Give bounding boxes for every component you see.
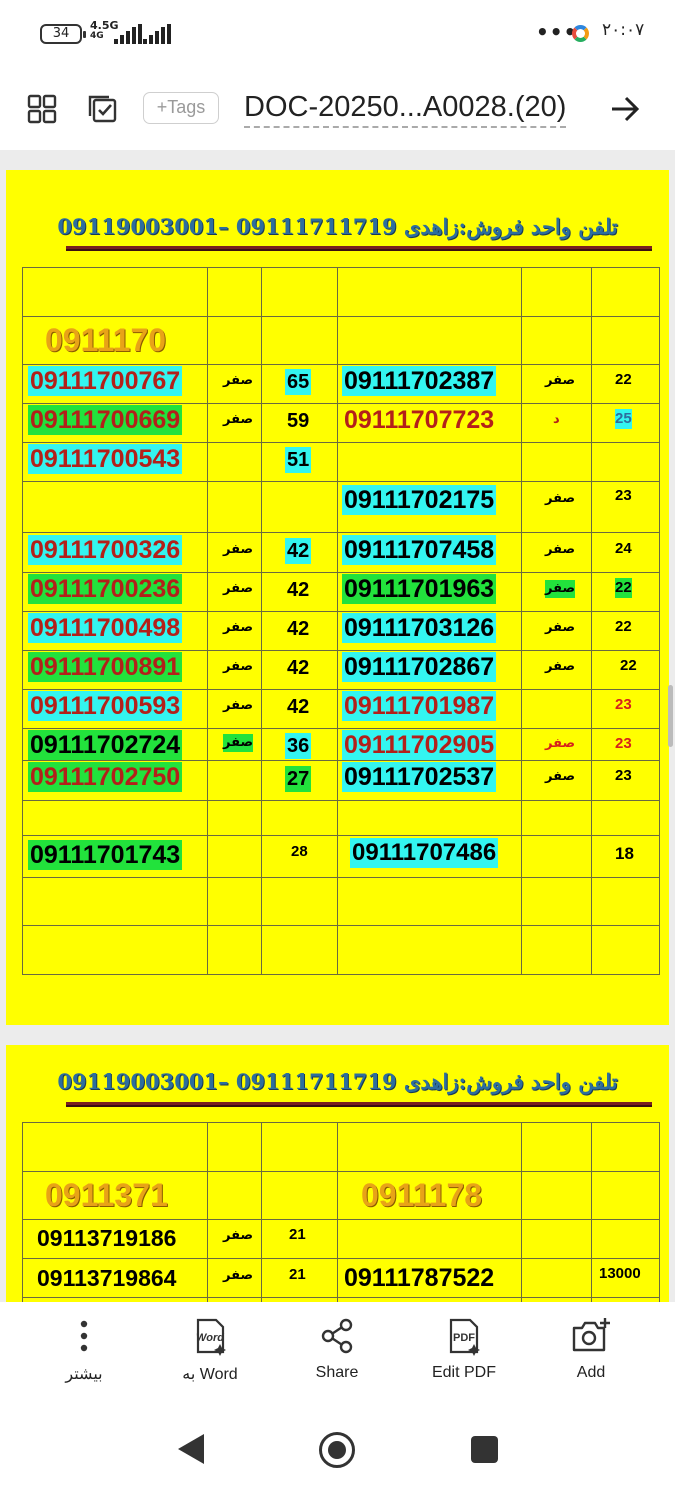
- zero-marker: صفر: [545, 736, 576, 751]
- app-notification-icon: [572, 25, 589, 42]
- phone-number: 09111700767: [30, 367, 181, 395]
- number-table: [22, 1122, 660, 1302]
- network-type: 4.5G 4G: [90, 19, 119, 41]
- share-icon: [317, 1316, 357, 1356]
- phone-number: 09111702387: [344, 367, 495, 395]
- zero-marker: صفر: [223, 735, 254, 750]
- phone-number: 09111702537: [344, 763, 495, 791]
- phone-number: 09111707458: [344, 536, 495, 564]
- phone-number: 09111787522: [344, 1264, 495, 1292]
- title-divider: [66, 246, 652, 251]
- note-marker: د: [553, 412, 560, 427]
- svg-text:Word: Word: [196, 1332, 224, 1344]
- zero-marker: صفر: [545, 581, 576, 596]
- phone-number: 09111702905: [344, 731, 495, 759]
- nav-back-icon[interactable]: [178, 1434, 204, 1464]
- pdf-icon: [444, 1316, 484, 1356]
- phone-number: 09111700669: [30, 406, 181, 434]
- zero-marker: صفر: [223, 659, 254, 674]
- arrow-right-icon[interactable]: [608, 92, 642, 126]
- word-icon: [190, 1316, 230, 1356]
- nav-recents-icon[interactable]: [471, 1436, 498, 1463]
- phone-number: 09113719864: [37, 1265, 177, 1291]
- phone-number: 09111707486: [352, 839, 497, 866]
- count-value: 22: [615, 371, 632, 388]
- price-value: 13000: [599, 1265, 641, 1282]
- count-value: 65: [287, 371, 310, 393]
- count-value: 42: [287, 540, 310, 562]
- phone-number: 09111700236: [30, 575, 181, 603]
- grid-view-icon[interactable]: [27, 94, 57, 124]
- document-page: [6, 170, 669, 1025]
- phone-number: 09111702724: [30, 731, 181, 759]
- count-value: 42: [287, 579, 310, 601]
- document-page: [6, 1045, 669, 1302]
- phone-number: 09111702175: [344, 486, 495, 514]
- count-value: 42: [287, 657, 310, 679]
- edit-pdf-button[interactable]: [414, 1316, 514, 1382]
- phone-number: 09111701987: [344, 692, 495, 720]
- phone-number: 09113719186: [37, 1225, 177, 1251]
- zero-marker: صفر: [223, 1268, 254, 1283]
- count-value: 28: [291, 843, 308, 860]
- more-vertical-icon: [67, 1316, 101, 1356]
- zero-marker: صفر: [545, 542, 576, 557]
- phone-number: 09111700326: [30, 536, 181, 564]
- nav-home-icon[interactable]: [319, 1432, 355, 1468]
- zero-marker: صفر: [545, 491, 576, 506]
- phone-number: 09111701743: [30, 841, 181, 869]
- more-button[interactable]: [34, 1316, 134, 1384]
- phone-number: 09111702750: [30, 763, 181, 791]
- zero-marker: صفر: [223, 581, 254, 596]
- count-value: 23: [615, 735, 632, 752]
- zero-marker: صفر: [223, 1228, 254, 1243]
- count-value: 22: [615, 579, 632, 596]
- count-value: 21: [289, 1226, 306, 1243]
- status-bar: [0, 0, 675, 68]
- phone-number: 09111700543: [30, 445, 181, 473]
- notification-more-icon: •••: [536, 20, 578, 44]
- zero-marker: صفر: [223, 542, 254, 557]
- count-value: 22: [620, 657, 637, 674]
- zero-marker: صفر: [223, 412, 254, 427]
- phone-number: 09111700593: [30, 692, 181, 720]
- add-camera-icon: [570, 1316, 612, 1356]
- edit-pdf-label: Edit PDF: [431, 1364, 496, 1381]
- bottom-action-bar: [0, 1302, 675, 1500]
- phone-number: 09111700498: [30, 614, 181, 642]
- scrollbar[interactable]: [668, 685, 673, 747]
- count-value: 42: [287, 618, 310, 640]
- phone-number: 09111702867: [344, 653, 495, 681]
- count-value: 23: [615, 696, 632, 713]
- title-divider: [66, 1102, 652, 1107]
- prefix-label: 0911371: [45, 1177, 168, 1213]
- share-label: Share: [315, 1364, 359, 1381]
- zero-marker: صفر: [545, 769, 576, 784]
- select-pages-icon[interactable]: [88, 94, 118, 124]
- number-table: [22, 267, 660, 975]
- document-viewer[interactable]: [0, 150, 675, 1302]
- count-value: 59: [287, 410, 310, 432]
- zero-marker: صفر: [223, 698, 254, 713]
- count-value: 36: [287, 735, 310, 757]
- count-value: 27: [287, 768, 310, 790]
- to-word-button[interactable]: [160, 1316, 260, 1384]
- count-value: 24: [615, 540, 632, 557]
- document-toolbar: [0, 68, 675, 150]
- page-title: تلفن واحد فروش:زاهدی 09111711719 –09119003001: [57, 214, 618, 239]
- to-word-label: به Word: [182, 1366, 238, 1383]
- tags-button[interactable]: +Tags: [143, 92, 219, 124]
- zero-marker: صفر: [223, 373, 254, 388]
- status-clock: ۲۰:۰۷: [602, 20, 645, 40]
- signal-icon: [143, 24, 171, 44]
- add-label: Add: [576, 1364, 606, 1381]
- count-value: 42: [287, 696, 310, 718]
- zero-marker: صفر: [545, 373, 576, 388]
- phone-number: 09111701963: [344, 575, 495, 603]
- prefix-label: 0911170: [45, 322, 167, 358]
- signal-icon: [114, 24, 142, 44]
- count-value: 51: [287, 449, 310, 471]
- svg-text:PDF: PDF: [453, 1332, 475, 1344]
- count-value: 18: [615, 844, 634, 863]
- count-value: 22: [615, 618, 632, 635]
- zero-marker: صفر: [223, 620, 254, 635]
- phone-number: 09111703126: [344, 614, 495, 642]
- zero-marker: صفر: [545, 659, 576, 674]
- page-title: تلفن واحد فروش:زاهدی 09111711719 –09119003001: [57, 1069, 618, 1094]
- add-button[interactable]: [541, 1316, 641, 1382]
- share-button[interactable]: [287, 1316, 387, 1382]
- battery-indicator: 34: [40, 24, 82, 44]
- count-value: 23: [615, 767, 632, 784]
- prefix-label: 0911178: [361, 1177, 483, 1213]
- phone-number: 09111700891: [30, 653, 181, 681]
- zero-marker: صفر: [545, 620, 576, 635]
- document-title[interactable]: DOC-20250...A0028.(20): [244, 88, 566, 128]
- phone-number: 09111707723: [344, 406, 495, 434]
- more-label: بیشتر: [65, 1366, 103, 1383]
- count-value: 23: [615, 487, 632, 504]
- count-value: 21: [289, 1266, 306, 1283]
- count-value: 25: [615, 410, 632, 427]
